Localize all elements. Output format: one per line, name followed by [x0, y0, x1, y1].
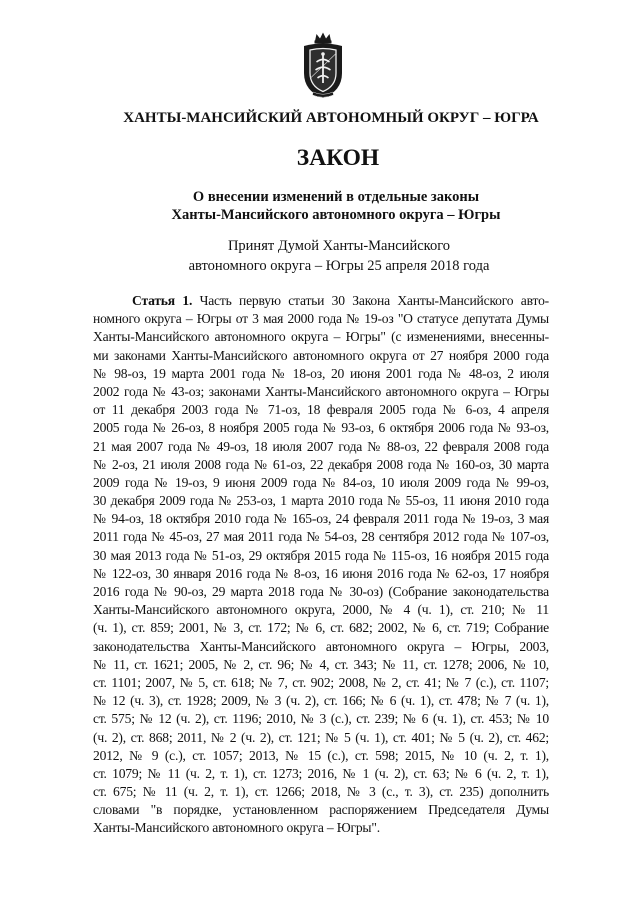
body-line: № 2-оз, 21 июля 2008 года № 61-оз, 22 декабря 2008 года № 160-оз, 30 марта — [93, 456, 549, 472]
body-line: 21 мая 2007 года № 49-оз, 18 июля 2007 года № 88-оз, 22 февраля 2008 года — [93, 438, 549, 454]
adoption-note-line: автономного округа – Югры 25 апреля 2018 года — [188, 258, 490, 274]
body-line: № 122-оз, 30 января 2016 года № 8-оз, 16 июня 2016 года № 62-оз, 17 ноября — [93, 565, 549, 581]
body-line: 30 мая 2013 года № 51-оз, 29 октября 2015 года № 115-оз, 16 ноября 2015 года — [93, 547, 549, 563]
body-line: Ханты-Мансийского автономного округа, 2000, № 4 (ч. 1), ст. 210; № 11 — [93, 602, 549, 618]
body-line: ст. 1101; 2007, № 5, ст. 618; № 7, ст. 902; 2008, № 2, ст. 41; № 7 (с.), ст. 1107; — [93, 674, 549, 690]
body-line: № 94-оз, 18 октября 2010 года № 165-оз, 24 февраля 2011 года № 19-оз, 3 мая — [93, 511, 549, 527]
body-line: 2016 года № 90-оз, 29 марта 2018 года № 30-оз) (Собрание законодательства — [93, 584, 549, 599]
body-line: (ч. 2), ст. 868; 2011, № 2 (ч. 2), ст. 121; № 5 (ч. 1), ст. 401; № 5 (ч. 2), ст. 462; — [93, 729, 549, 745]
body-line: Ханты-Мансийского автономного округа – Югры" (с изменениями, внесенны- — [93, 329, 549, 345]
body-line: (ч. 1), ст. 859; 2001, № 3, ст. 172; № 6, ст. 682; 2002, № 6, ст. 719; Собрание — [93, 620, 549, 636]
body-line: ст. 1079; № 11 (ч. 2, т. 1), ст. 1273; 2016, № 1 (ч. 2), ст. 63; № 6 (ч. 2, т. 1), — [93, 765, 549, 781]
law-subject-line: О внесении изменений в отдельные законы — [192, 189, 480, 205]
body-line: № 98-оз, 19 марта 2001 года № 18-оз, 20 июня 2001 года № 48-оз, 2 июля — [93, 365, 549, 381]
body-line: словами "в порядке, установленном распоряжением Председателя Думы — [93, 802, 549, 818]
law-subject-line: Ханты-Мансийского автономного округа – Югры — [171, 207, 501, 223]
region-title: ХАНТЫ-МАНСИЙСКИЙ АВТОНОМНЫЙ ОКРУГ – ЮГРА — [123, 110, 539, 126]
adoption-note — [0, 236, 640, 276]
article-1-paragraph — [93, 292, 549, 838]
body-line: 2012, № 9 (с.), ст. 1057; 2013, № 15 (с.), ст. 598; 2015, № 10 (ч. 2, т. 1), — [93, 747, 549, 763]
body-line-text: Часть первую статьи 30 Закона Ханты-Мансийского авто- — [199, 293, 549, 308]
body-line: ст. 675; № 11 (ч. 2, т. 1), ст. 1266; 2018, № 3 (с., т. 3), ст. 235) дополнить — [93, 784, 549, 800]
body-line: № 12 (ч. 3), ст. 1928; 2009, № 3 (ч. 2), ст. 166; № 6 (ч. 1), ст. 478; № 7 (ч. 1), — [93, 693, 549, 709]
adoption-note-line: Принят Думой Ханты-Мансийского — [227, 238, 451, 254]
body-line: ст. 575; № 12 (ч. 2), ст. 1196; 2010, № 3 (с.), ст. 239; № 6 (ч. 1), ст. 453; № 10 — [93, 711, 549, 727]
body-line: 2002 года № 43-оз; законами Ханты-Мансийского автономного округа – Югры — [93, 383, 549, 399]
body-line: 30 декабря 2009 года № 253-оз, 1 марта 2010 года № 55-оз, 11 июня 2010 года — [93, 493, 549, 509]
article-label: Статья 1. — [132, 293, 193, 308]
body-line: законодательства Ханты-Мансийского автономного округа – Югры, 2003, — [93, 638, 549, 654]
coat-of-arms-icon — [299, 31, 347, 99]
body-line: 2011 года № 45-оз, 27 мая 2011 года № 54-оз, 28 сентября 2012 года № 107-оз, — [93, 529, 549, 545]
body-line — [93, 292, 549, 310]
body-line: 2009 года № 19-оз, 9 июня 2009 года № 84-оз, 10 июля 2009 года № 99-оз, — [93, 474, 549, 490]
body-line: ми законами Ханты-Мансийского автономного округа от 27 ноября 2000 года — [93, 347, 549, 363]
law-subject — [0, 188, 640, 224]
body-line: от 11 декабря 2003 года № 71-оз, 18 февраля 2005 года № 6-оз, 4 апреля — [93, 402, 549, 418]
body-line: Ханты-Мансийского автономного округа – Югры". — [93, 820, 380, 836]
body-line: 2005 года № 26-оз, 8 ноября 2005 года № 93-оз, 6 октября 2006 года № 93-оз, — [93, 420, 549, 436]
document-type-heading: ЗАКОН — [296, 145, 380, 171]
body-line: № 11, ст. 1621; 2005, № 2, ст. 96; № 4, ст. 343; № 11, ст. 1278; 2006, № 10, — [93, 656, 549, 672]
body-line: номного округа – Югры от 3 мая 2000 года № 19-оз "О статусе депутата Думы — [93, 311, 549, 327]
